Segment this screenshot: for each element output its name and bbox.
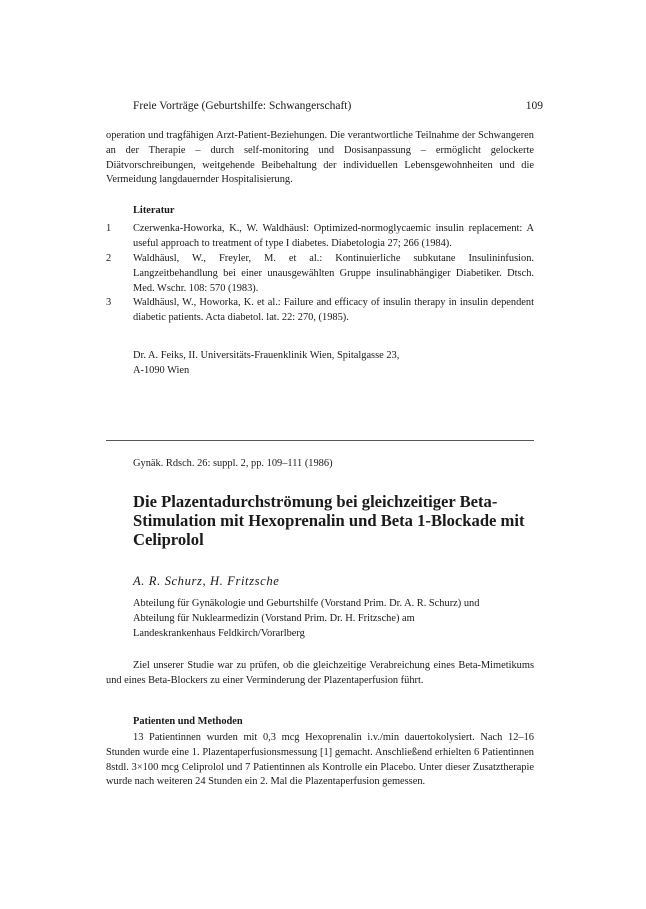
reference-number: 1 bbox=[106, 223, 112, 234]
reference-item bbox=[106, 252, 534, 296]
affiliation-line: Landeskrankenhaus Feldkirch/Vorarlberg bbox=[133, 627, 305, 639]
page-number: 109 bbox=[525, 100, 543, 112]
reference-text: Waldhäusl, W., Freyler, M. et al.: Kontinuierliche subkutane Insulininfusion. Langzeitbehandlung bei einer unausgewählten Gruppe insulinabhängiger Diabetiker. Dtsch. Med. Wschr. 108: 570 (1983). bbox=[133, 253, 534, 294]
article-authors: A. R. Schurz, H. Fritzsche bbox=[133, 574, 280, 588]
affiliation-line: Abteilung für Nuklearmedizin (Vorstand Prim. Dr. H. Fritzsche) am bbox=[133, 612, 415, 624]
reference-text: Czerwenka-Howorka, K., W. Waldhäusl: Optimized-normoglycaemic insulin replacement: A useful approach to treatment of type I diabetes. Diabetologia 27; 266 (1984). bbox=[133, 223, 534, 249]
address-line: A-1090 Wien bbox=[133, 364, 190, 376]
methods-paragraph: 13 Patientinnen wurden mit 0,3 mcg Hexoprenalin i.v./min dauertokolysiert. Nach 12–16 Stunden wurde eine 1. Plazentaperfusionsmessung [1] gemacht. Anschließend erhielten 6 Patientinnen 8stdl. 3×100 mcg Celiprolol und 7 Patientinnen als Kontrolle ein Placebo. Unter dieser Zusatztherapie wurde nach weiteren 24 Stunden ein 2. Mal die Plazentaperfusion gemessen. bbox=[106, 732, 534, 788]
address-line: Dr. A. Feiks, II. Universitäts-Frauenklinik Wien, Spitalgasse 23, bbox=[133, 350, 400, 361]
running-head-section: Freie Vorträge (Geburtshilfe: Schwangerschaft) bbox=[133, 100, 352, 112]
journal-citation: Gynäk. Rdsch. 26: suppl. 2, pp. 109–111 (1986) bbox=[133, 458, 333, 469]
reference-number: 3 bbox=[106, 297, 112, 308]
author-address bbox=[133, 349, 533, 379]
author-affiliation bbox=[133, 597, 535, 641]
running-head bbox=[133, 100, 543, 112]
literature-heading: Literatur bbox=[133, 205, 175, 216]
intro-paragraph: Ziel unserer Studie war zu prüfen, ob die gleichzeitige Verabreichung eines Beta-Mimetikums und eines Beta-Blockers zu einer Verminderung der Plazentaperfusion führt. bbox=[106, 660, 534, 686]
reference-text: Waldhäusl, W., Howorka, K. et al.: Failure and efficacy of insulin therapy in insulin dependent diabetic patients. Acta diabetol. lat. 22: 270, (1985). bbox=[133, 297, 534, 323]
reference-item bbox=[106, 296, 534, 326]
continued-paragraph: operation und tragfähigen Arzt-Patient-Beziehungen. Die verantwortliche Teilnahme der Schwangeren an der Therapie – durch self-monitoring und Dosisanpassung – ermöglicht gelockerte Diätvorschreibungen, weitgehende Beibehaltung der individuellen Lebensgewohnheiten und die Vermeidung langdauernder Hospitalisierung. bbox=[106, 130, 534, 186]
article-divider bbox=[106, 440, 534, 441]
article-title: Die Plazentadurchströmung bei gleichzeitiger Beta-Stimulation mit Hexoprenalin und Beta 1-Blockade mit Celiprolol bbox=[133, 492, 525, 549]
methods-heading: Patienten und Methoden bbox=[133, 716, 243, 727]
affiliation-line: Abteilung für Gynäkologie und Geburtshilfe (Vorstand Prim. Dr. A. R. Schurz) und bbox=[133, 598, 480, 609]
reference-number: 2 bbox=[106, 253, 112, 264]
reference-item bbox=[106, 222, 534, 252]
